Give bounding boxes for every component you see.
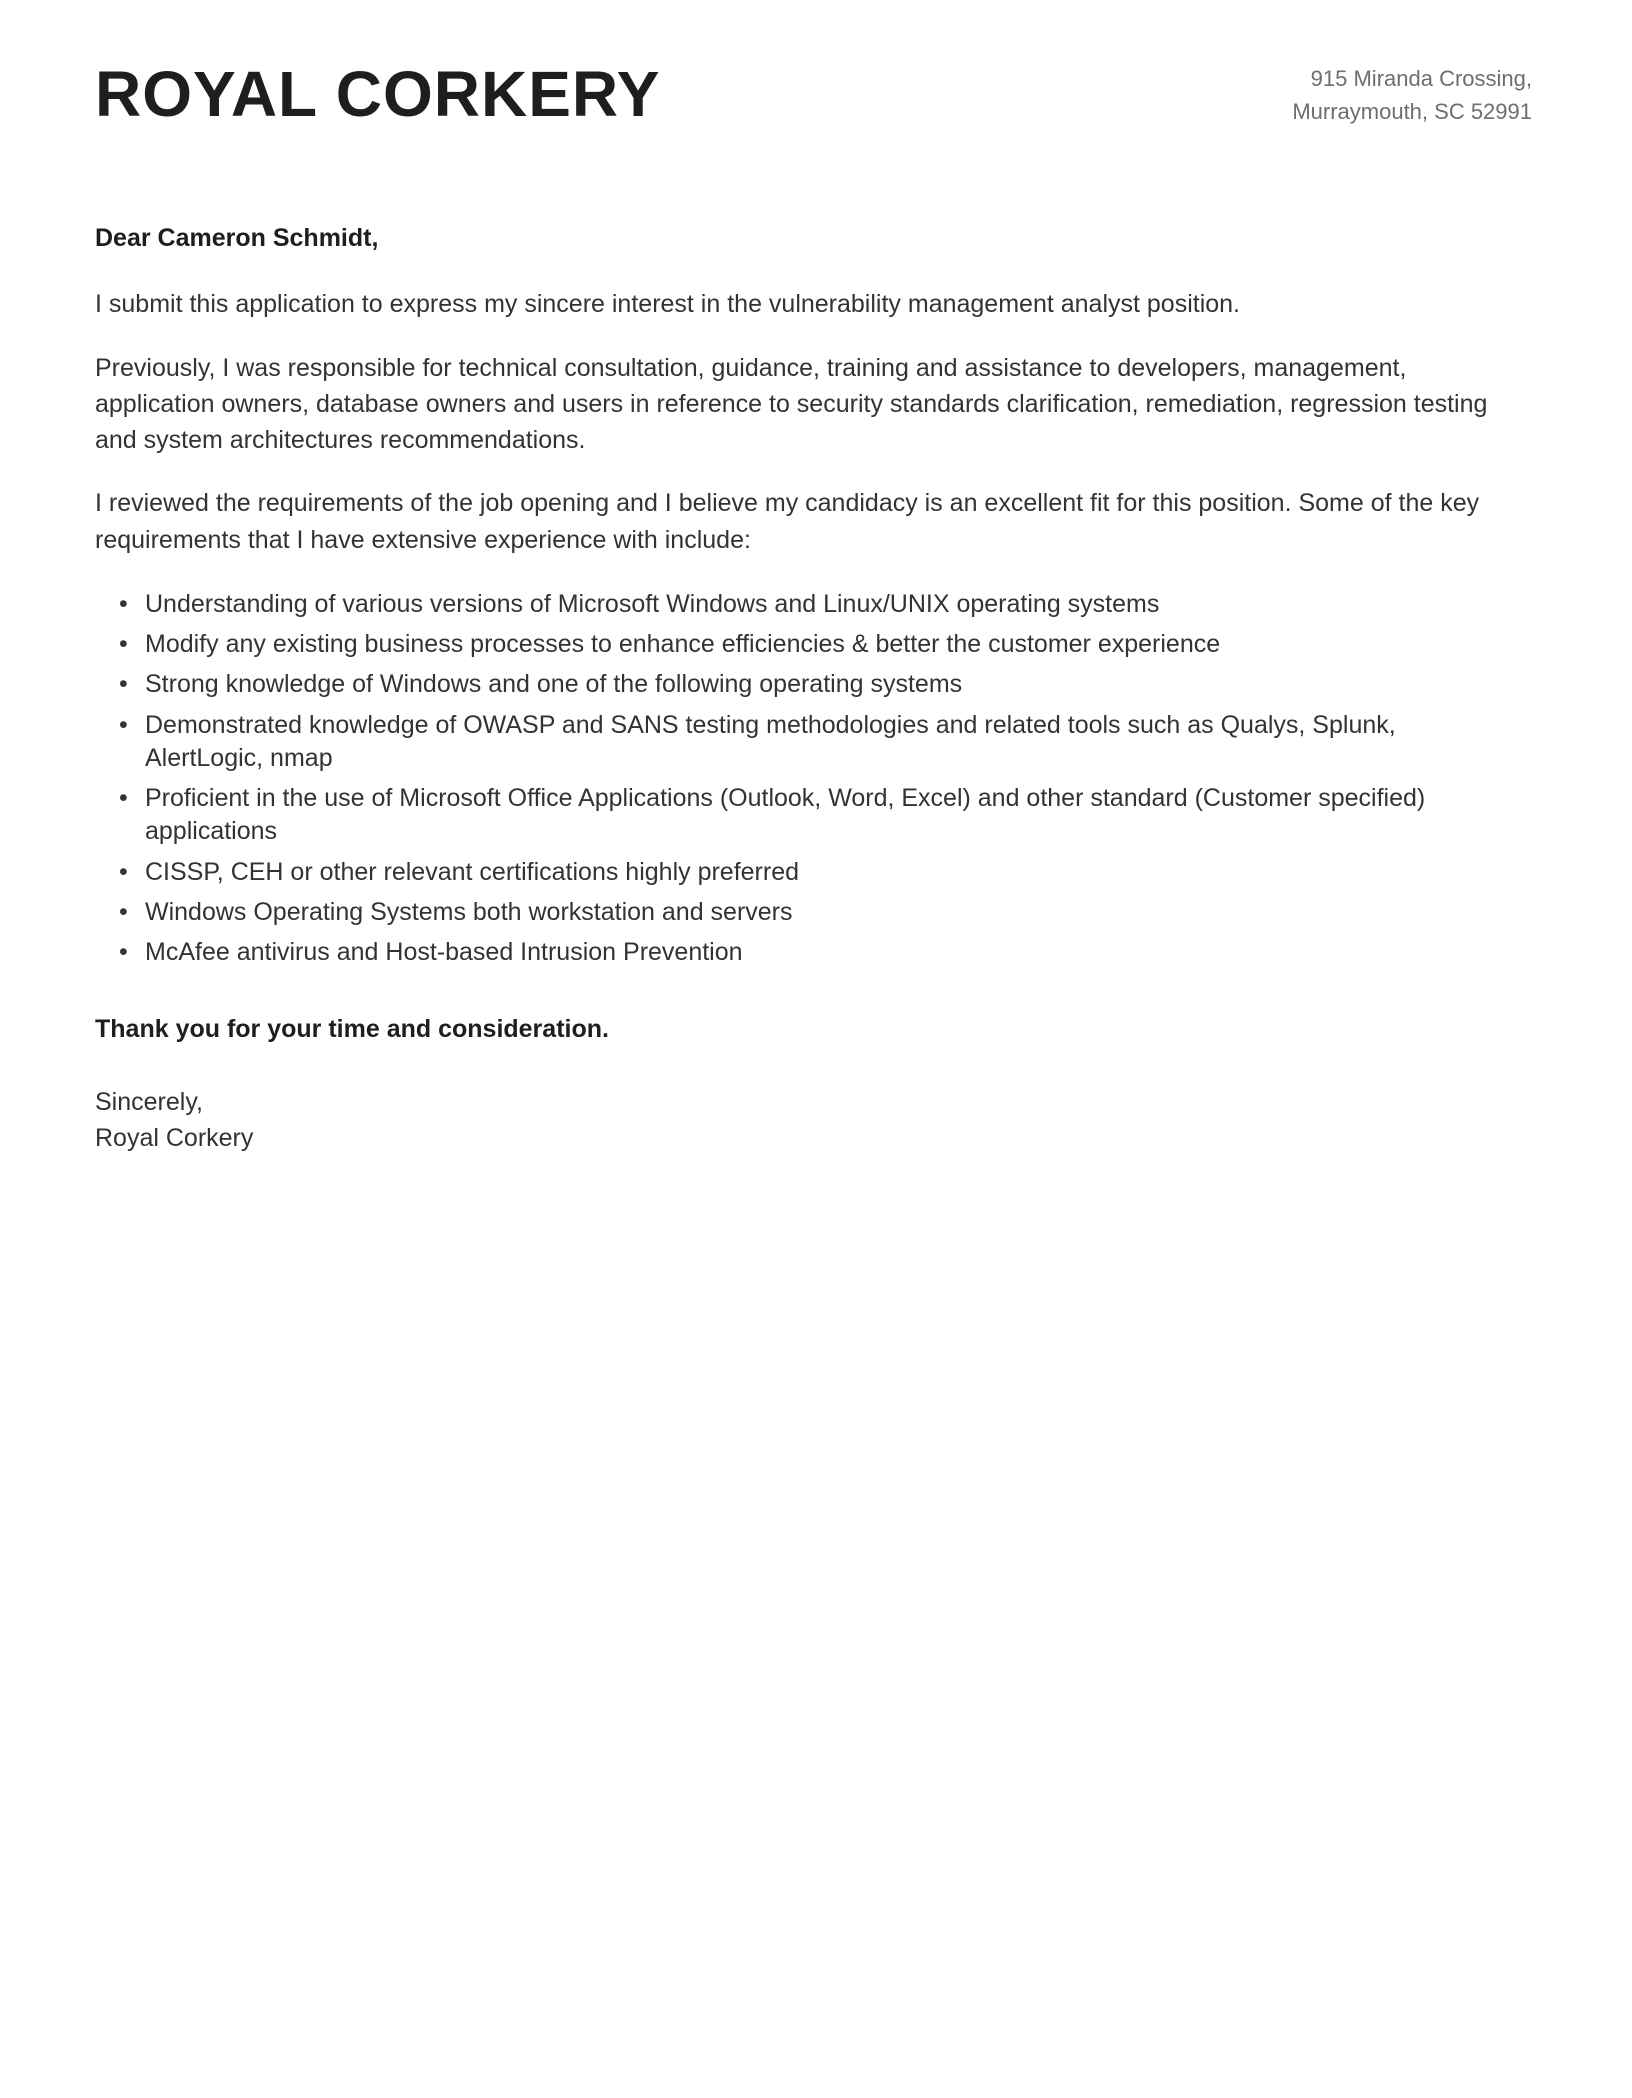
- list-item: • McAfee antivirus and Host-based Intrusion Prevention: [119, 936, 1519, 969]
- paragraph-requirements-lead: I reviewed the requirements of the job opening and I believe my candidacy is an excellent fit for this position. Some of the key requirements that I have extensive experience with include:: [95, 489, 1480, 554]
- paragraph-experience: Previously, I was responsible for technical consultation, guidance, training and assistance to developers, management, application owners, database owners and users in reference to security standards clarification, remediation, regression testing and system architectures recommendations.: [95, 353, 1488, 454]
- address-line-1: 915 Miranda Crossing,: [1310, 66, 1532, 91]
- closing-statement: Thank you for your time and consideration.: [95, 1015, 609, 1044]
- letter-header: [95, 56, 1532, 128]
- list-item: • Strong knowledge of Windows and one of the following operating systems: [119, 668, 1519, 701]
- signature-name: Royal Corkery: [95, 1123, 254, 1152]
- list-item: • Proficient in the use of Microsoft Office Applications (Outlook, Word, Excel) and other standard (Customer specified) applications: [119, 782, 1519, 849]
- address-line-2: Murraymouth, SC 52991: [1292, 99, 1532, 124]
- list-item: • Windows Operating Systems both workstation and servers: [119, 896, 1519, 929]
- signoff-word: Sincerely,: [95, 1087, 203, 1116]
- list-item: • Understanding of various versions of Microsoft Windows and Linux/UNIX operating systems: [119, 588, 1519, 621]
- sender-address-block: [1292, 56, 1532, 128]
- signoff-block: [95, 1084, 1532, 1157]
- list-item: • Modify any existing business processes to enhance efficiencies & better the customer experience: [119, 628, 1519, 661]
- sender-name-title: ROYAL CORKERY: [95, 58, 661, 130]
- list-item: • CISSP, CEH or other relevant certifications highly preferred: [119, 856, 1519, 889]
- paragraph-intro: I submit this application to express my sincere interest in the vulnerability management analyst position.: [95, 290, 1241, 319]
- letter-body: [95, 220, 1532, 1156]
- requirements-list: [119, 588, 1532, 970]
- list-item: • Demonstrated knowledge of OWASP and SANS testing methodologies and related tools such as Qualys, Splunk, AlertLogic, nmap: [119, 709, 1519, 776]
- salutation: Dear Cameron Schmidt,: [95, 224, 379, 252]
